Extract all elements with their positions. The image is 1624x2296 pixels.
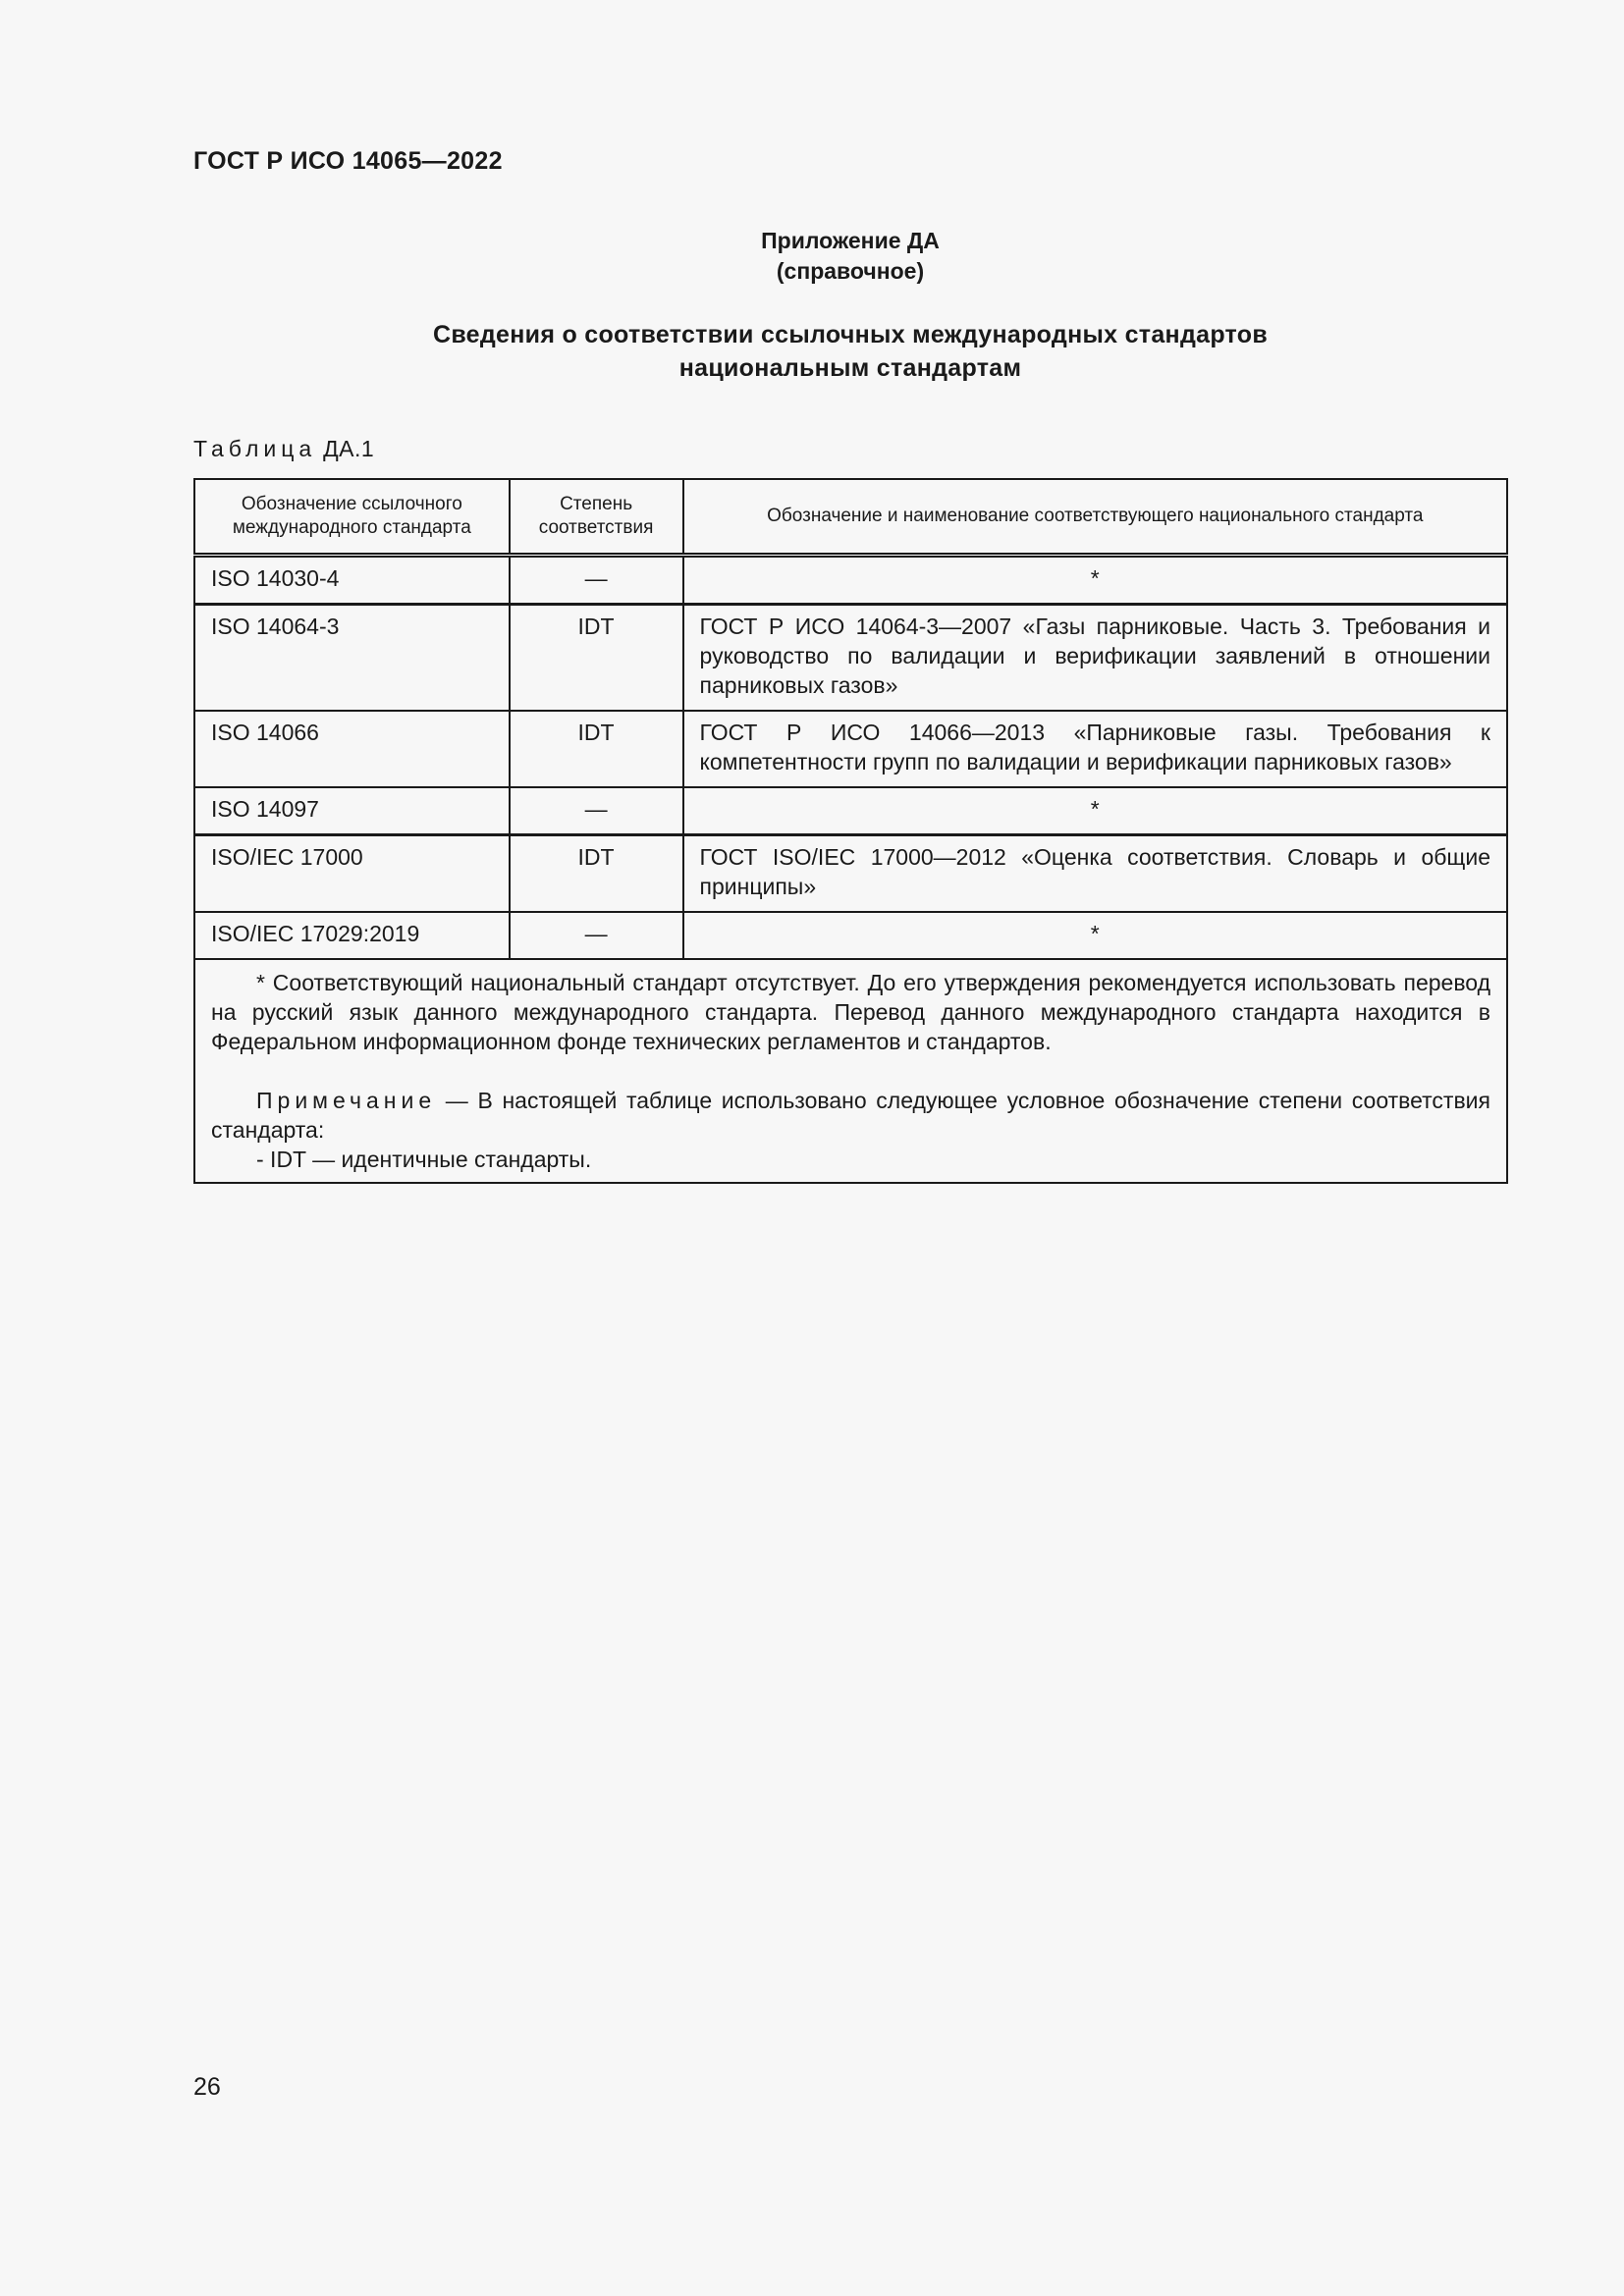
cell-international-code: ISO/IEC 17000 xyxy=(194,835,510,913)
table-row xyxy=(194,835,1507,913)
cell-national-standard: ГОСТ Р ИСО 14064-3—2007 «Газы парниковые. Часть 3. Требования и руководство по валидации и верификации заявлений в отношении парниковых газов» xyxy=(683,605,1507,712)
correspondence-table xyxy=(193,478,1508,1184)
note-paragraph xyxy=(211,1086,1490,1145)
cell-degree: IDT xyxy=(510,711,683,787)
annex-kind: (справочное) xyxy=(776,258,925,284)
document-code: ГОСТ Р ИСО 14065—2022 xyxy=(193,147,503,175)
table-caption-number: ДА.1 xyxy=(323,436,375,461)
table-row xyxy=(194,711,1507,787)
table-row xyxy=(194,605,1507,712)
annex-header xyxy=(193,226,1507,385)
cell-degree: — xyxy=(510,556,683,605)
cell-national-standard: * xyxy=(683,912,1507,959)
note-text: — В настоящей таблице использовано следующее условное обозначение степени соответствия стандарта: xyxy=(211,1088,1490,1143)
column-header-international: Обозначение ссылочного международного стандарта xyxy=(194,479,510,556)
cell-degree: IDT xyxy=(510,605,683,712)
table-footnote-row xyxy=(194,959,1507,1183)
footnote-text: * Соответствующий национальный стандарт отсутствует. До его утверждения рекомендуется использовать перевод на русский язык данного международного стандарта. Перевод данного международного стандарта находится в Федеральном информационном фонде технических регламентов и стандартов. xyxy=(211,970,1490,1054)
cell-degree: — xyxy=(510,787,683,835)
cell-national-standard: * xyxy=(683,556,1507,605)
cell-international-code: ISO 14030-4 xyxy=(194,556,510,605)
annex-heading-line2: национальным стандартам xyxy=(678,354,1022,382)
cell-national-standard: ГОСТ ISO/IEC 17000—2012 «Оценка соответствия. Словарь и общие принципы» xyxy=(683,835,1507,913)
annex-heading xyxy=(193,318,1507,385)
cell-international-code: ISO/IEC 17029:2019 xyxy=(194,912,510,959)
table-row xyxy=(194,556,1507,605)
column-header-national: Обозначение и наименование соответствующего национального стандарта xyxy=(683,479,1507,556)
annex-title: Приложение ДА xyxy=(761,228,940,253)
cell-international-code: ISO 14066 xyxy=(194,711,510,787)
table-caption xyxy=(193,436,374,462)
cell-degree: — xyxy=(510,912,683,959)
page-number: 26 xyxy=(193,2073,221,2101)
cell-degree: IDT xyxy=(510,835,683,913)
cell-international-code: ISO 14097 xyxy=(194,787,510,835)
table-footnote xyxy=(194,959,1507,1183)
table-caption-label: Таблица xyxy=(193,436,317,461)
table-row xyxy=(194,912,1507,959)
annex-heading-line1: Сведения о соответствии ссылочных международных стандартов xyxy=(432,321,1269,348)
note-label: Примечание xyxy=(256,1088,437,1113)
cell-national-standard: ГОСТ Р ИСО 14066—2013 «Парниковые газы. Требования к компетентности групп по валидации и верификации парниковых газов» xyxy=(683,711,1507,787)
cell-national-standard: * xyxy=(683,787,1507,835)
table-header-row xyxy=(194,479,1507,556)
column-header-degree: Степень соответствия xyxy=(510,479,683,556)
note-list-item: - IDT — идентичные стандарты. xyxy=(256,1147,592,1172)
cell-international-code: ISO 14064-3 xyxy=(194,605,510,712)
table-row xyxy=(194,787,1507,835)
